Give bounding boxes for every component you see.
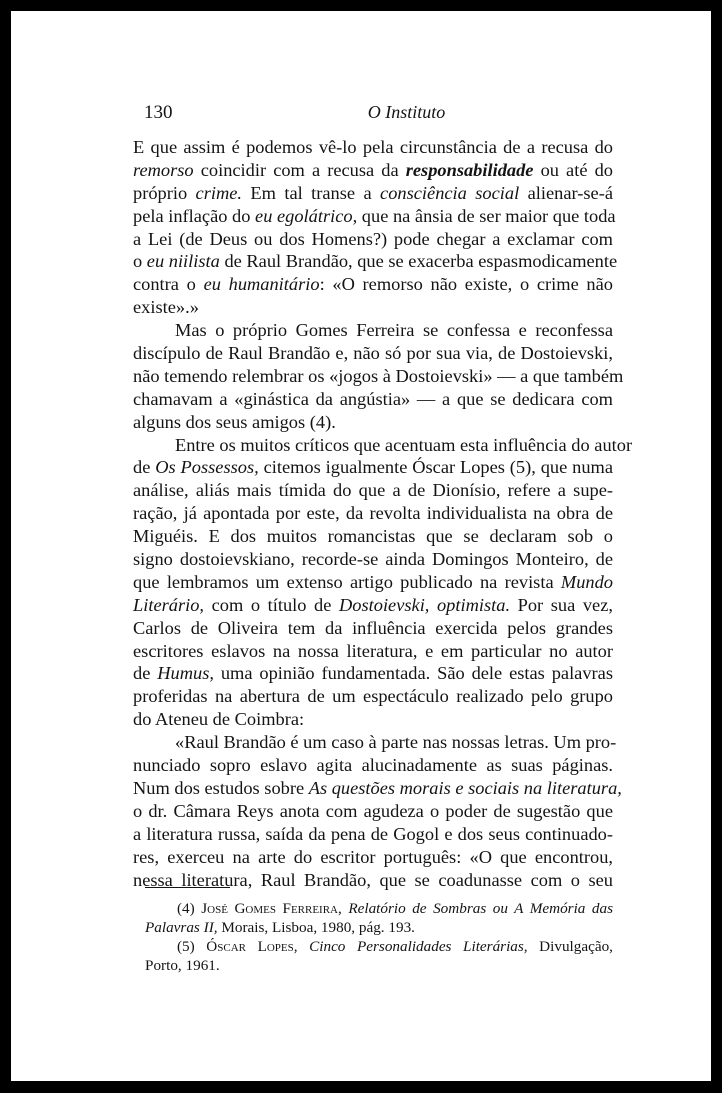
- text-line: discípulo de Raul Brandão e, não só por sua via, de Dostoievski,: [133, 343, 613, 364]
- footnotes: [145, 899, 613, 975]
- text-line: próprio crime. Em tal transe a consciência social alienar-se-á: [133, 182, 613, 203]
- text-line: Num dos estudos sobre As questões morais e sociais na literatura,: [133, 777, 622, 798]
- text-line: o eu niilista de Raul Brandão, que se exacerba espasmodicamente: [133, 251, 618, 272]
- text-line: chamavam a «ginástica da angústia» — a que se dedicara com: [133, 388, 613, 409]
- text-line: nessa literatura, Raul Brandão, que se coadunasse com o seu: [133, 869, 613, 890]
- text-line: contra o eu humanitário: «O remorso não existe, o crime não: [133, 274, 613, 295]
- text-line: Miguéis. E dos muitos romancistas que se declaram sob o: [133, 526, 613, 547]
- text-line: a literatura russa, saída da pena de Gogol e dos seus continuado-: [133, 823, 613, 844]
- footnote-5: (5) Óscar Lopes, Cinco Personalidades Literárias, Divulgação,: [177, 938, 613, 955]
- text-line: ração, já apontada por este, da revolta individualista na obra de: [133, 503, 613, 524]
- text-line: de Os Possessos, citemos igualmente Óscar Lopes (5), que numa: [133, 457, 613, 478]
- text-line: signo dostoievskiano, recorde-se ainda Domingos Monteiro, de: [133, 549, 613, 570]
- body-text: [133, 136, 633, 891]
- text-line: nunciado sopro eslavo agita alucinadamente as suas páginas.: [133, 755, 613, 776]
- paragraph-end-line: do Ateneu de Coimbra:: [133, 709, 305, 730]
- text-line: de Humus, uma opinião fundamentada. São dele estas palavras: [133, 663, 613, 684]
- footnote-divider: [145, 887, 230, 888]
- page-number: 130: [144, 102, 173, 123]
- running-title: O Instituto: [367, 102, 446, 122]
- footnote-4: (4) José Gomes Ferreira, Relatório de Sombras ou A Memória das: [177, 900, 613, 917]
- paragraph-first-line: Mas o próprio Gomes Ferreira se confessa e reconfessa: [175, 320, 613, 341]
- text-line: que lembramos um extenso artigo publicado na revista Mundo: [133, 571, 613, 592]
- text-line: o dr. Câmara Reys anota com agudeza o poder de sugestão que: [133, 800, 613, 821]
- paragraph-end-line: alguns dos seus amigos (4).: [133, 411, 336, 432]
- paragraph-end-line: existe».»: [133, 297, 199, 318]
- text-line: res, exerceu na arte do escritor português: «O que encontrou,: [133, 846, 613, 867]
- text-line: a Lei (de Deus ou dos Homens?) pode chegar a exclamar com: [133, 228, 613, 249]
- text-line: análise, aliás mais tímida do que a de Dionísio, refere a supe-: [133, 480, 613, 501]
- text-line: não temendo relembrar os «jogos à Dostoievski» — a que também: [133, 365, 624, 386]
- quote-first-line: «Raul Brandão é um caso à parte nas nossas letras. Um pro-: [175, 732, 617, 753]
- text-line: pela inflação do eu egolátrico, que na ânsia de ser maior que toda: [133, 205, 616, 226]
- page-header: [144, 99, 624, 125]
- text-line: E que assim é podemos vê-lo pela circunstância de a recusa do: [133, 137, 613, 157]
- text-line: Carlos de Oliveira tem da influência exercida pelos grandes: [133, 617, 613, 638]
- text-line: remorso coincidir com a recusa da responsabilidade ou até do: [133, 159, 613, 180]
- footnote-5-continuation: Porto, 1961.: [145, 957, 220, 974]
- text-line: proferidas na abertura de um espectáculo realizado pelo grupo: [133, 686, 613, 707]
- text-line: escritores eslavos na nossa literatura, e em particular no autor: [133, 640, 613, 661]
- text-line: Literário, com o título de Dostoievski, optimista. Por sua vez,: [133, 594, 613, 615]
- footnote-4-continuation: Palavras II, Morais, Lisboa, 1980, pág. 193.: [145, 919, 415, 936]
- paragraph-first-line: Entre os muitos críticos que acentuam esta influência do autor: [175, 434, 633, 455]
